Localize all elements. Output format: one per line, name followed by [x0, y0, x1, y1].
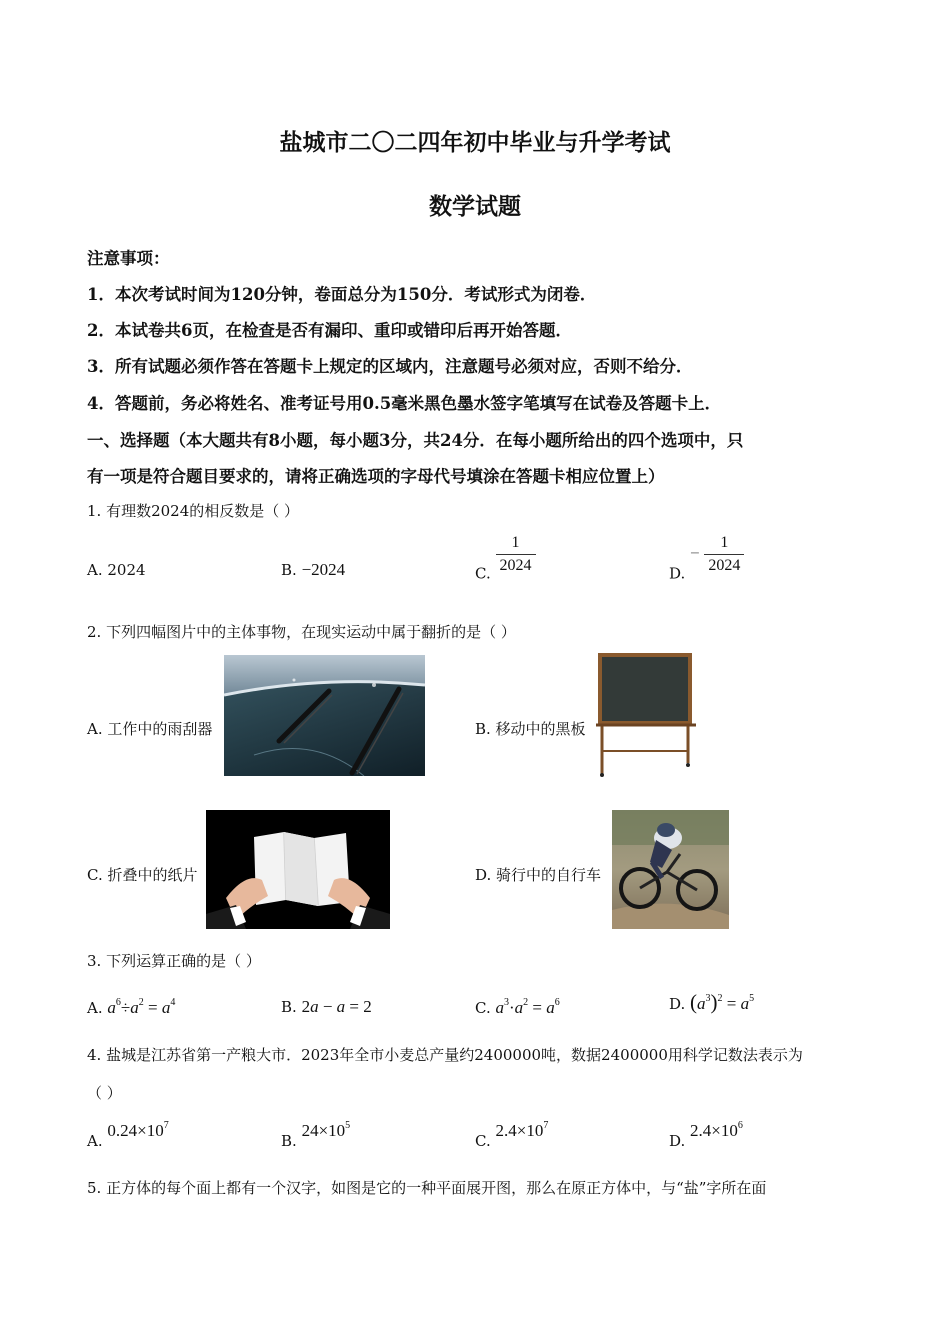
q2-option-a: A. 工作中的雨刮器: [87, 720, 213, 738]
fraction-denominator: 2024: [704, 554, 744, 575]
q3-option-c-label: C.: [475, 999, 491, 1017]
q2-option-d: D. 骑行中的自行车: [475, 866, 602, 884]
q3-option-d-expr: $(a^3)^2 = a^5$: [690, 990, 755, 1014]
q3-option-a-expr: $a^6\div a^2 = a^4$: [107, 997, 176, 1017]
fraction-numerator: 1: [511, 534, 520, 551]
folded-paper-image: [206, 810, 390, 929]
q4-option-c-expr: $2.4\times 10^7$: [495, 1120, 549, 1140]
wiper-image: [224, 655, 425, 776]
question-3-stem: 3. 下列运算正确的是（ ）: [87, 952, 261, 970]
q3-option-d: [669, 990, 754, 1015]
question-5-stem: 5. 正方体的每个面上都有一个汉字，如图是它的一种平面展开图，那么在原正方体中，与“盐”字所在面: [87, 1179, 767, 1197]
bicycle-image: [612, 810, 729, 929]
q4-option-a: [87, 1120, 169, 1150]
q1-option-c-label: C.: [475, 564, 491, 583]
q1-option-a: A. 2024: [87, 561, 146, 579]
q1-option-c: [475, 534, 536, 583]
notice-item-4: 4．答题前，务必将姓名、准考证号用0.5毫米黑色墨水签字笔填写在试卷及答题卡上．: [87, 394, 722, 413]
page-subtitle: 数学试题: [429, 193, 521, 220]
q3-option-a: [87, 997, 175, 1018]
notice-item-3: 3．所有试题必须作答在答题卡上规定的区域内，注意题号必须对应，否则不给分．: [87, 357, 693, 376]
q3-option-c-expr: $a^3\cdot a^2 = a^6$: [495, 997, 560, 1017]
notice-heading: 注意事项：: [87, 249, 170, 268]
q3-option-b-expr: 2a − a = 2: [301, 997, 372, 1016]
question-1-stem: 1. 有理数2024的相反数是（ ）: [87, 502, 300, 520]
q1-option-d: [669, 534, 744, 583]
q4-option-c: [475, 1120, 548, 1150]
q1-option-b: [281, 560, 345, 580]
fraction-denominator: 2024: [496, 554, 536, 575]
q1-option-d-fraction: [704, 534, 744, 575]
q4-option-a-label: A.: [87, 1132, 103, 1150]
question-4-paren: （ ）: [87, 1084, 122, 1102]
q4-option-d-label: D.: [669, 1132, 686, 1150]
q1-option-c-fraction: [496, 534, 536, 575]
q1-option-b-value: −2024: [301, 560, 346, 579]
q3-option-d-label: D.: [669, 995, 686, 1013]
q1-option-b-label: B.: [281, 561, 297, 579]
page-title: 盐城市二〇二四年初中毕业与升学考试: [279, 129, 671, 156]
blackboard-image: [596, 651, 700, 777]
q4-option-c-label: C.: [475, 1132, 491, 1150]
notice-item-2: 2．本试卷共6页，在检查是否有漏印、重印或错印后再开始答题．: [87, 321, 572, 340]
question-4-stem: 4. 盐城是江苏省第一产粮大市．2023年全市小麦总产量约2400000吨，数据2400000用科学记数法表示为: [87, 1046, 803, 1064]
q3-option-b-label: B.: [281, 998, 297, 1016]
q3-option-c: [475, 997, 560, 1018]
section-heading-line1: 一、选择题（本大题共有8小题，每小题3分，共24分．在每小题所给出的四个选项中，只: [87, 431, 744, 450]
q2-option-b: B. 移动中的黑板: [475, 720, 586, 738]
section-heading-line2: 有一项是符合题目要求的，请将正确选项的字母代号填涂在答题卡相应位置上）: [87, 467, 665, 486]
q4-option-d: [669, 1120, 743, 1150]
q1-option-d-sign: −: [690, 543, 700, 563]
question-2-stem: 2. 下列四幅图片中的主体事物，在现实运动中属于翻折的是（ ）: [87, 623, 516, 641]
q4-option-b-expr: $24\times 10^5$: [301, 1120, 351, 1140]
q2-option-c: C. 折叠中的纸片: [87, 866, 198, 884]
q4-option-d-expr: $2.4\times 10^6$: [690, 1120, 743, 1140]
q1-option-d-label: D.: [669, 564, 686, 583]
fraction-numerator: 1: [720, 534, 729, 551]
q3-option-b: [281, 997, 372, 1017]
q4-option-b: [281, 1120, 350, 1150]
q4-option-a-expr: $0.24\times 10^7$: [107, 1120, 169, 1140]
notice-item-1: 1．本次考试时间为120分钟，卷面总分为150分．考试形式为闭卷．: [87, 285, 597, 304]
q3-option-a-label: A.: [87, 999, 103, 1017]
q4-option-b-label: B.: [281, 1132, 297, 1150]
